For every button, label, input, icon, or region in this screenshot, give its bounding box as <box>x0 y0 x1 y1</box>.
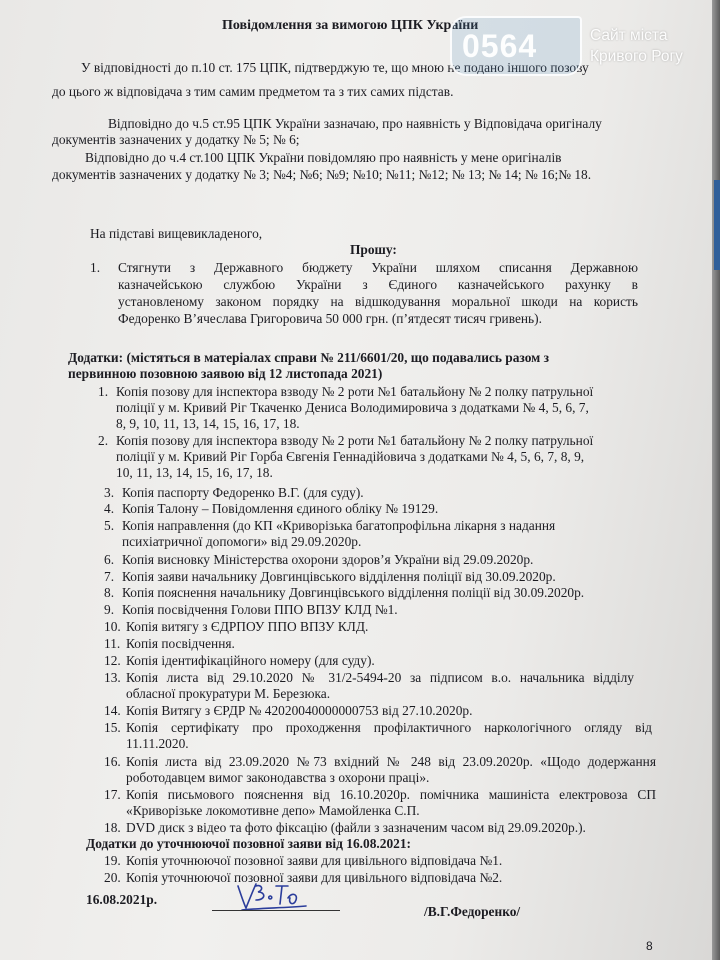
attachment-13-line2: обласної прокуратури М. Березюка. <box>126 686 331 701</box>
page-number: 8 <box>646 939 653 953</box>
attachment-9-num: 9. <box>104 602 115 617</box>
para2-line1: Відповідно до ч.5 ст.95 ЦПК України зазначаю, про наявність у Відповідача оригіналу <box>108 116 602 131</box>
attachment-1-line1: Копія позову для інспектора взводу № 2 роти №1 батальйону № 2 полку патрульної <box>116 384 594 399</box>
attachment-20-num: 20. <box>104 870 121 885</box>
attachment-14-num: 14. <box>104 703 121 718</box>
attachment-2-line1: Копія позову для інспектора взводу № 2 роти №1 батальйону № 2 полку патрульної <box>116 433 594 448</box>
attachment-5-num: 5. <box>104 518 115 533</box>
attachment-9-line1: Копія посвідчення Голови ППО ВПЗУ КЛД №1. <box>122 602 398 617</box>
attachment-16-line1: Копія листа від 23.09.2020 №73 вхідний № 248 від 23.09.2020р. «Щодо додержання <box>126 754 656 769</box>
attachment-1-line3: 8, 9, 10, 11, 13, 14, 15, 16, 17, 18. <box>116 416 300 431</box>
attachment-10-num: 10. <box>104 619 121 634</box>
background-tab <box>714 180 720 270</box>
attachment-12-num: 12. <box>104 653 121 668</box>
attachment-7-num: 7. <box>104 569 115 584</box>
attachment-12-line1: Копія ідентифікаційного номеру (для суду). <box>126 653 375 668</box>
request-line1: Стягнути з Державного бюджету України шляхом списання Державною <box>118 260 638 275</box>
attachment-1-line2: поліції у м. Кривий Ріг Ткаченко Дениса Володимировича з додатками № 4, 5, 6, 7, <box>116 400 589 415</box>
attachment-4-line1: Копія Талону – Повідомлення єдиного обліку № 19129. <box>122 501 439 516</box>
handwritten-signature <box>232 878 312 914</box>
watermark-line2: Кривого Рогу <box>590 48 683 65</box>
request-num: 1. <box>90 260 101 275</box>
attachment-8-line1: Копія пояснення начальнику Довгинцівського відділення поліції від 30.09.2020р. <box>122 585 585 600</box>
request-line3: установленому законом порядку на відшкодування моральної шкоди на користь <box>118 294 638 309</box>
attachment-18-num: 18. <box>104 820 121 835</box>
attachment-14-line1: Копія Витягу з ЄРДР № 42020040000000753 від 27.10.2020р. <box>126 703 473 718</box>
attachment-7-line1: Копія заяви начальнику Довгинцівського відділення поліції від 30.09.2020р. <box>122 569 556 584</box>
attachment-20-line1: Копія уточнюючої позовної заяви для цивільного відповідача №2. <box>126 870 503 885</box>
basis-text: На підставі вищевикладеного, <box>90 226 263 241</box>
photo-edge <box>712 0 720 960</box>
attachment-17-num: 17. <box>104 787 121 802</box>
attachment-11-line1: Копія посвідчення. <box>126 636 235 651</box>
para1-line1: У відповідності до п.10 ст. 175 ЦПК, підтверджую те, що мною не подано іншого позову <box>81 60 589 75</box>
attachments-heading-line1: Додатки: (містяться в матеріалах справи № 211/6601/20, що подавались разом з <box>68 350 550 365</box>
attachment-3-line1: Копія паспорту Федоренко В.Г. (для суду). <box>122 485 364 500</box>
attachment-5-line2: психіатричної допомоги» від 29.09.2020р. <box>122 534 362 549</box>
signer-name: /В.Г.Федоренко/ <box>424 904 521 919</box>
watermark-line1: Сайт міста <box>590 27 668 44</box>
attachment-19-num: 19. <box>104 853 121 868</box>
watermark-badge <box>450 16 582 76</box>
watermark-number: 0564 <box>462 28 538 64</box>
attachment-15-line2: 11.11.2020. <box>126 736 189 751</box>
request-line2: казначейською службою України з Єдиного казначейського рахунку в <box>118 277 638 292</box>
attachment-5-line1: Копія направлення (до КП «Криворізька багатопрофільна лікарня з надання <box>122 518 556 533</box>
attachment-17-line2: «Криворізьке локомотивне депо» Мамойленка С.П. <box>126 803 420 818</box>
attachment-11-num: 11. <box>104 636 121 651</box>
attachment-1-num: 1. <box>98 384 109 399</box>
attachment-8-num: 8. <box>104 585 115 600</box>
attachment-16-num: 16. <box>104 754 121 769</box>
para1-line2: до цього ж відповідача з тим самим предметом та з тих самих підстав. <box>52 84 454 99</box>
attachment-17-line1: Копія письмового пояснення від 16.10.2020р. помічника машиніста електровоза СП <box>126 787 656 802</box>
attachment-13-num: 13. <box>104 670 121 685</box>
attachment-2-line2: поліції у м. Кривий Ріг Горба Євгенія Геннадійовича з додатками № 4, 5, 6, 7, 8, 9, <box>116 449 585 464</box>
request-line4: Федоренко В’ячеслава Григоровича 50 000 грн. (п’ятдесят тисяч гривень). <box>118 311 542 326</box>
attachment-13-line1: Копія листа від 29.10.2020 № 31/2-5494-20 за підписом в.о. начальника відділу <box>126 670 634 685</box>
document-title: Повідомлення за вимогою ЦПК України <box>222 18 479 33</box>
attachments-heading-line2: первинною позовною заявою від 12 листопада 2021) <box>68 366 383 381</box>
watermark-logo <box>450 16 712 74</box>
attachment-2-line3: 10, 11, 13, 14, 15, 16, 17, 18. <box>116 465 273 480</box>
para3-line1: Відповідно до ч.4 ст.100 ЦПК України повідомляю про наявність у мене оригіналів <box>85 150 562 165</box>
attachment-10-line1: Копія витягу з ЄДРПОУ ППО ВПЗУ КЛД. <box>126 619 369 634</box>
attachment-16-line2: роботодавцем вимог законодавства з охорони праці». <box>126 770 430 785</box>
attachment-6-num: 6. <box>104 552 115 567</box>
para3-line2: документів зазначених у додатку № 3; №4; №6; №9; №10; №11; №12; № 13; № 14; № 16;№ 18. <box>52 167 592 182</box>
attachment-15-num: 15. <box>104 720 121 735</box>
attachment-15-line1: Копія сертифікату про проходження профілактичного наркологічного огляду від <box>126 720 652 735</box>
attachment-3-num: 3. <box>104 485 115 500</box>
request-heading: Прошу: <box>350 242 397 257</box>
attachment-2-num: 2. <box>98 433 109 448</box>
attachments2-heading: Додатки до уточнюючої позовної заяви від 16.08.2021: <box>86 836 411 851</box>
signature-line <box>212 910 340 911</box>
attachment-6-line1: Копія висновку Міністерства охорони здоров’я України від 29.09.2020р. <box>122 552 534 567</box>
attachment-19-line1: Копія уточнюючої позовної заяви для цивільного відповідача №1. <box>126 853 503 868</box>
attachment-18-line1: DVD диск з відео та фото фіксацію (файли з зазначеним часом від 29.09.2020р.). <box>126 820 586 835</box>
signature-date: 16.08.2021р. <box>86 892 158 907</box>
para2-line2: документів зазначених у додатку № 5; № 6; <box>52 132 300 147</box>
attachment-4-num: 4. <box>104 501 115 516</box>
